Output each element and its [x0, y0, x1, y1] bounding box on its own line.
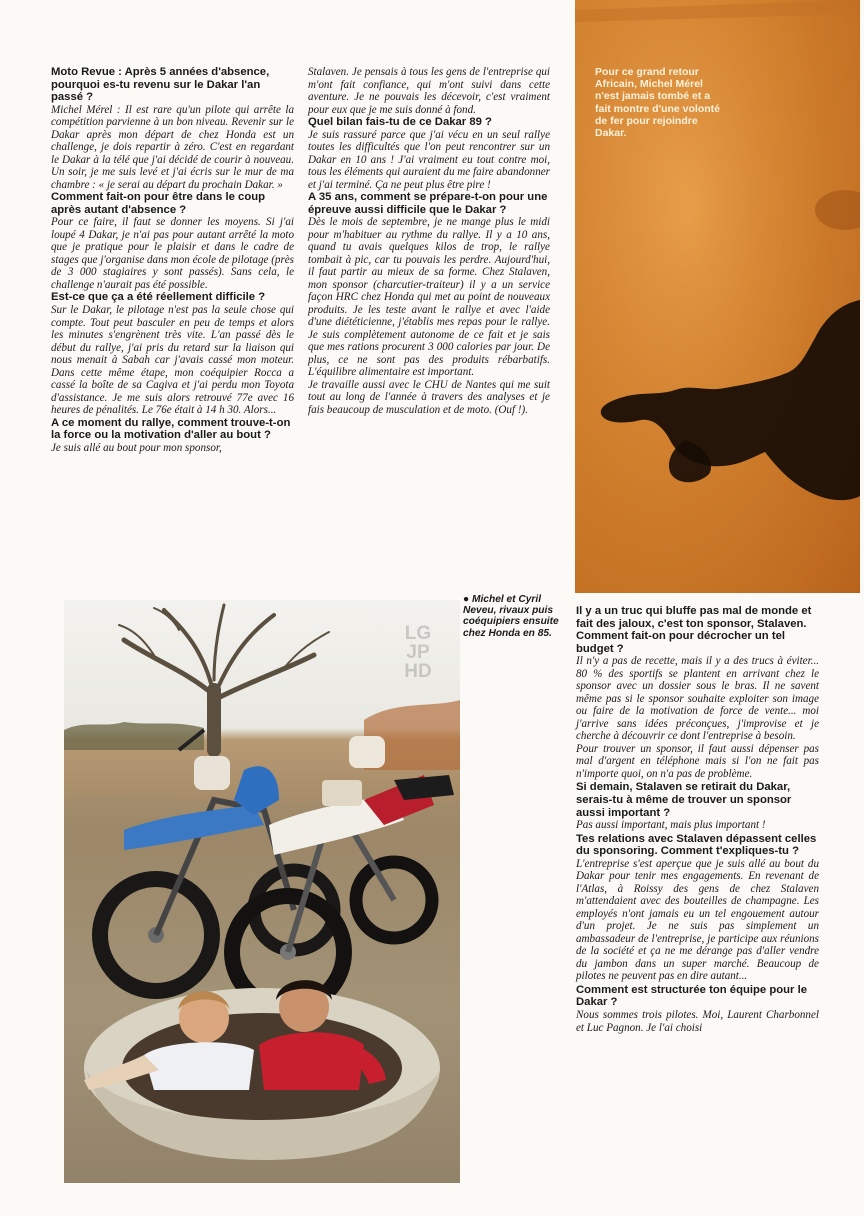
interview-answer: Pour trouver un sponsor, il faut aussi dépenser pas mal d'argent en téléphone mais si l'on ne fait pas n'importe quoi, on n'a pas de problème. — [576, 742, 819, 780]
interview-answer: Il n'y a pas de recette, mais il y a des trucs à éviter... 80 % des sportifs se plantent en arrivant chez le sponsor avec un dossier sous le bras. Il ne savent même pas si le sponsor souhaite exploiter son image ou faire de la motivation de force de vente... moi j'arrive sans idées préconçues, j'improvise et je cherche à découvrir ce dont l'entreprise à besoin. — [576, 655, 819, 743]
watermark-line-2: JP — [406, 642, 430, 663]
interview-question: Si demain, Stalaven se retirait du Dakar, serais-tu à même de trouver un sponsor aussi important ? — [576, 781, 792, 819]
interview-question: Tes relations avec Stalaven dépassent celles du sponsoring. Comment t'expliques-tu ? — [576, 832, 817, 858]
interview-answer: Je travaille aussi avec le CHU de Nantes qui me suit tout au long de l'année à travers des analyses et je fais beaucoup de musculation et de moto. (Ouf !). — [308, 378, 550, 416]
interview-column-1 — [51, 66, 294, 454]
photo-top-caption: Pour ce grand retour Africain, Michel Mérel n'est jamais tombé et a fait montre d'une volonté de fer pour rejoindre Dakar. — [595, 66, 721, 140]
watermark-line-3: HD — [404, 661, 432, 682]
interview-answer: Je suis allé au bout pour mon sponsor, — [51, 441, 222, 454]
photo-bottom-caption: ● Michel et Cyril Neveu, rivaux puis coéquipiers ensuite chez Honda en 85. — [463, 594, 559, 639]
interview-answer: Pas aussi important, mais plus important ! — [576, 819, 766, 832]
interview-answer: Stalaven. Je pensais à tous les gens de l'entreprise qui m'ont fait confiance, qui m'ont suivi dans cette aventure. Je ne pouvais les décevoir, c'est vraiment pour eux que je me suis donné à fond. — [308, 66, 550, 116]
interview-question: Moto Revue : Après 5 années d'absence, pourquoi es-tu revenu sur le Dakar l'an passé ? — [51, 66, 270, 104]
interview-question: Quel bilan fais-tu de ce Dakar 89 ? — [308, 116, 492, 128]
interview-answer: Dès le mois de septembre, je ne mange plus le midi pour m'habituer au rythme du rallye. Il y a 10 ans, quand tu avais quelques kilos de trop, le rallye tombait à pic, car tu pouvais les perdre. Aujourd'hui, il faut partir au mieux de sa forme. Chez Stalaven, mon sponsor (charcutier-traiteur) il y a un service façon HRC chez Honda qui met au point de nouveaux produits. Je les teste avant le rallye et avec l'aide d'une diététicienne, j'établis mes repas pour le rallye. Je suis complètement autonome de ce fait et je sais que mes rations procurent 3 000 calories par jour. De plus, ce ne sont pas des produits rébarbatifs. L'équilibre alimentaire est important. — [308, 216, 550, 379]
watermark-line-1: LG — [404, 623, 432, 644]
interview-answer: L'entreprise s'est aperçue que je suis allé au bout du Dakar pour tenir mes engagements. En revenant de l'Atlas, à Roissy des gens de chez Stalaven m'attendaient avec des bouteilles de champagne. Les employés n'ont jamais eu un tel engouement autour d'un projet. Je ne suis pas simplement un ambassadeur de l'entreprise, je participe aux réunions de la société et ça ne me dérange pas d'aller vendre du jambon dans un super marché. Beaucoup de pilotes ne peuvent pas en dire autant... — [576, 857, 819, 983]
interview-answer: Nous sommes trois pilotes. Moi, Laurent Charbonnel et Luc Pagnon. Je l'ai choisi — [576, 1009, 819, 1034]
interview-question: Comment fait-on pour être dans le coup après autant d'absence ? — [51, 191, 266, 216]
interview-question: Il y a un truc qui bluffe pas mal de monde et fait des jaloux, c'est ton sponsor, Stalaven. Comment fait-on pour décrocher un tel budget ? — [576, 605, 812, 655]
interview-answer: Je suis rassuré parce que j'ai vécu en un seul rallye toutes les difficultés que l'on peut rencontrer sur un Dakar en 10 ans ! J'ai vraiment eu tout contre moi, tous les éléments qui auraient du me faire abandonner et j'ai terminé. Ça ne peut plus être pire ! — [308, 128, 550, 191]
interview-answer: Sur le Dakar, le pilotage n'est pas la seule chose qui compte. Tout peut basculer en peu de temps et alors les minutes s'engrènent très vite. L'an passé dès le début du rallye, j'ai pris du retard sur la liaison qui nous menait à Sabah car j'avais cassé mon moteur. Dans cette même étape, mon coéquipier Rocca a cassé la boîte de sa Cagiva et j'ai perdu mon Toyota d'assistance. Je me suis alors retrouvé 77e avec 16 heures de pénalités. Le 76e était à 14 h 30. Alors... — [51, 304, 294, 417]
interview-question: Est-ce que ça a été réellement difficile ? — [51, 291, 266, 304]
watermark-logo — [378, 624, 458, 704]
photo-desert-silhouette — [575, 0, 860, 593]
interview-column-3 — [576, 604, 819, 1034]
interview-question: A 35 ans, comment se prépare-t-on pour une épreuve aussi difficile que le Dakar ? — [308, 191, 548, 216]
interview-answer: Pour ce faire, il faut se donner les moyens. Si j'ai loupé 4 Dakar, je n'ai pas pour autant arrêté la moto que je pratique pour le plaisir et dans le cadre de stages que j'organise dans mon école de pilotage (près de 3 000 stagiaires y sont passés). Sans cela, le challenge n'aurait pas été possible. — [51, 216, 294, 291]
interview-column-2 — [308, 66, 550, 416]
interview-question: Comment est structurée ton équipe pour le Dakar ? — [576, 983, 807, 1009]
interview-question: A ce moment du rallye, comment trouve-t-on la force ou la motivation d'aller au bout ? — [51, 416, 291, 442]
interview-answer: Michel Mérel : Il est rare qu'un pilote qui arrête la compétition parvienne à un bon niveau. Revenir sur le Dakar après mon départ de chez Honda est un challenge, je dois repartir à zéro. C'est en regardant le Dakar à la télé que j'ai décidé de courir à nouveau. Un soir, je me suis levé et j'ai écris sur le mur de ma chambre : « je serai au départ du prochain Dakar. » — [51, 103, 294, 191]
